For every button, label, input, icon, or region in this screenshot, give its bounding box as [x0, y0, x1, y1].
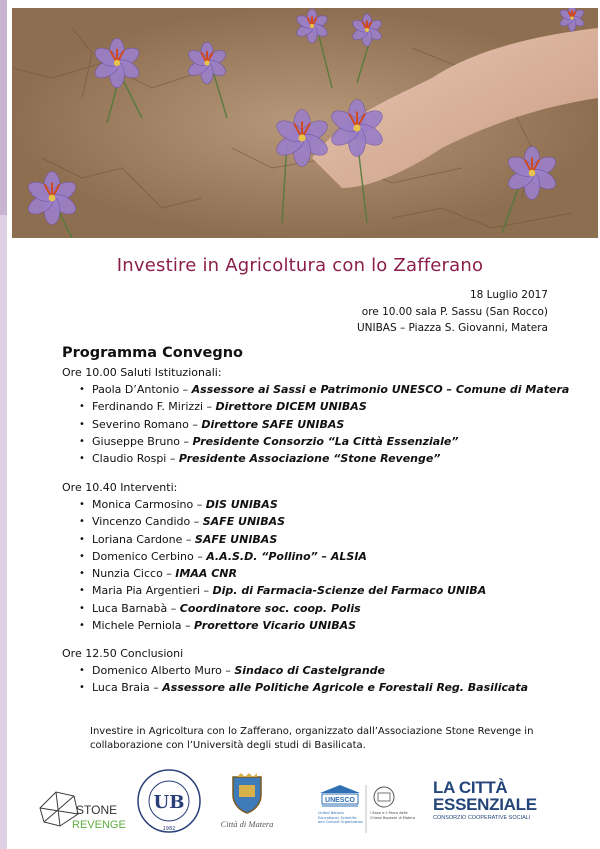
citta-essenziale-sub: CONSORZIO COOPERATIVE SOCIALI [433, 815, 531, 821]
event-time-place: ore 10.00 sala P. Sassu (San Rocco) [361, 305, 548, 318]
speaker-name: Luca Barnabà – [92, 601, 180, 615]
speaker-item [62, 433, 569, 450]
speaker-item [62, 582, 486, 599]
unesco-site-caption: I Sassi e il Parco delle Chiese Rupestri di Matera [370, 811, 416, 820]
sponsor-logos [0, 765, 600, 840]
unibas-seal [135, 767, 203, 835]
speaker-item [62, 565, 486, 582]
unibas-year: 1982 [162, 826, 176, 832]
unesco-logo [318, 783, 428, 838]
stone-revenge-line2: REVENGE [72, 819, 126, 831]
program-section-conclusioni [62, 645, 528, 697]
speaker-item [62, 513, 486, 530]
speaker-item [62, 496, 486, 513]
speaker-item [62, 398, 569, 415]
speaker-name: Vincenzo Candido – [92, 515, 203, 529]
stone-revenge-logo [38, 778, 128, 833]
speaker-role: SAFE UNIBAS [202, 515, 286, 529]
speaker-name: Luca Braia – [92, 681, 163, 695]
speaker-role: A.A.S.D. “Pollino” – ALSIA [206, 549, 367, 563]
speaker-name: Ferdinando F. Mirizzi – [92, 400, 216, 414]
speaker-list [62, 496, 486, 634]
section-heading: Ore 12.50 Conclusioni [62, 647, 184, 660]
organizer-note: Investire in Agricoltura con lo Zafferano, organizzato dall’Associazione Stone Revenge in collaborazione con l’Università degli studi di Basilicata. [90, 726, 534, 751]
bullet-icon: • [79, 682, 85, 694]
bullet-icon: • [79, 516, 85, 528]
speaker-role: Dip. di Farmacia-Scienze del Farmaco UNIBA [212, 584, 487, 598]
speaker-item [62, 416, 569, 433]
matera-caption: Città di Matera [220, 819, 274, 829]
bullet-icon: • [79, 550, 85, 562]
stone-revenge-line1: STONE [76, 803, 118, 817]
unibas-letters: UB [153, 792, 185, 813]
bullet-icon: • [79, 533, 85, 545]
speaker-name: Severino Romano – [92, 417, 202, 431]
speaker-item [62, 600, 486, 617]
speaker-name: Nunzia Cicco – [92, 567, 176, 581]
speaker-name: Claudio Rospi – [92, 452, 179, 466]
bullet-icon: • [79, 665, 85, 676]
speaker-item [62, 450, 569, 467]
bullet-icon: • [79, 435, 85, 447]
speaker-name: Michele Perniola – [92, 619, 195, 633]
speaker-role: Direttore DICEM UNIBAS [215, 400, 367, 414]
event-details [357, 287, 548, 337]
speaker-name: Loriana Cardone – [92, 532, 195, 546]
speaker-item [62, 679, 528, 696]
citta-essenziale-logo [433, 779, 543, 831]
bullet-icon: • [79, 568, 85, 580]
speaker-role: Assessore ai Sassi e Patrimonio UNESCO – Comune di Matera [191, 383, 570, 396]
speaker-item [62, 617, 486, 634]
left-accent-rule-top [0, 0, 7, 215]
section-heading: Ore 10.00 Saluti Istituzionali: [62, 366, 222, 379]
speaker-name: Paola D’Antonio – [92, 383, 192, 396]
speaker-role: Direttore SAFE UNIBAS [201, 417, 345, 431]
speaker-role: DIS UNIBAS [205, 498, 278, 511]
speaker-name: Domenico Cerbino – [92, 549, 207, 563]
speaker-item [62, 548, 486, 565]
speaker-role: Sindaco di Castelgrande [234, 664, 385, 677]
bullet-icon: • [79, 384, 85, 395]
unesco-caption: United Nations Educational, Scientific and Cultural Organization [318, 811, 363, 824]
speaker-role: IMAA CNR [175, 567, 237, 581]
citta-essenziale-line1: LA CITTÀ [433, 778, 508, 797]
speaker-name: Giuseppe Bruno – [92, 434, 193, 448]
page-title: Investire in Agricoltura con lo Zafferano [116, 255, 484, 276]
speaker-role: Presidente Associazione “Stone Revenge” [178, 452, 441, 466]
speaker-list [62, 662, 528, 697]
bullet-icon: • [79, 585, 85, 597]
event-date: 18 Luglio 2017 [469, 289, 548, 301]
program-title: Programma Convegno [62, 345, 243, 361]
bullet-icon: • [79, 602, 85, 614]
program-section-saluti [62, 364, 569, 467]
speaker-item [62, 662, 528, 679]
citta-essenziale-line2: ESSENZIALE [433, 795, 537, 814]
speaker-item [62, 381, 569, 398]
speaker-name: Monica Carmosino – [92, 498, 206, 511]
speaker-role: Prorettore Vicario UNIBAS [194, 619, 357, 633]
speaker-item [62, 531, 486, 548]
speaker-name: Domenico Alberto Muro – [92, 664, 235, 677]
bullet-icon: • [79, 453, 85, 465]
event-venue: UNIBAS – Piazza S. Giovanni, Matera [356, 322, 548, 334]
matera-coat-of-arms [212, 773, 282, 838]
speaker-role: Assessore alle Politiche Agricole e Forestali Reg. Basilicata [162, 681, 529, 695]
speaker-role: Presidente Consorzio “La Città Essenziale” [192, 434, 459, 448]
section-heading: Ore 10.40 Interventi: [62, 481, 178, 494]
bullet-icon: • [79, 499, 85, 510]
bullet-icon: • [79, 401, 85, 413]
unesco-name: UNESCO [325, 797, 355, 804]
speaker-role: SAFE UNIBAS [194, 532, 278, 546]
program-section-interventi [62, 479, 486, 634]
bullet-icon: • [79, 418, 85, 430]
speaker-role: Coordinatore soc. coop. Polis [179, 601, 361, 615]
saffron-flowers-photo [12, 8, 598, 238]
speaker-name: Maria Pia Argentieri – [92, 584, 213, 598]
bullet-icon: • [79, 620, 85, 632]
speaker-list [62, 381, 569, 467]
